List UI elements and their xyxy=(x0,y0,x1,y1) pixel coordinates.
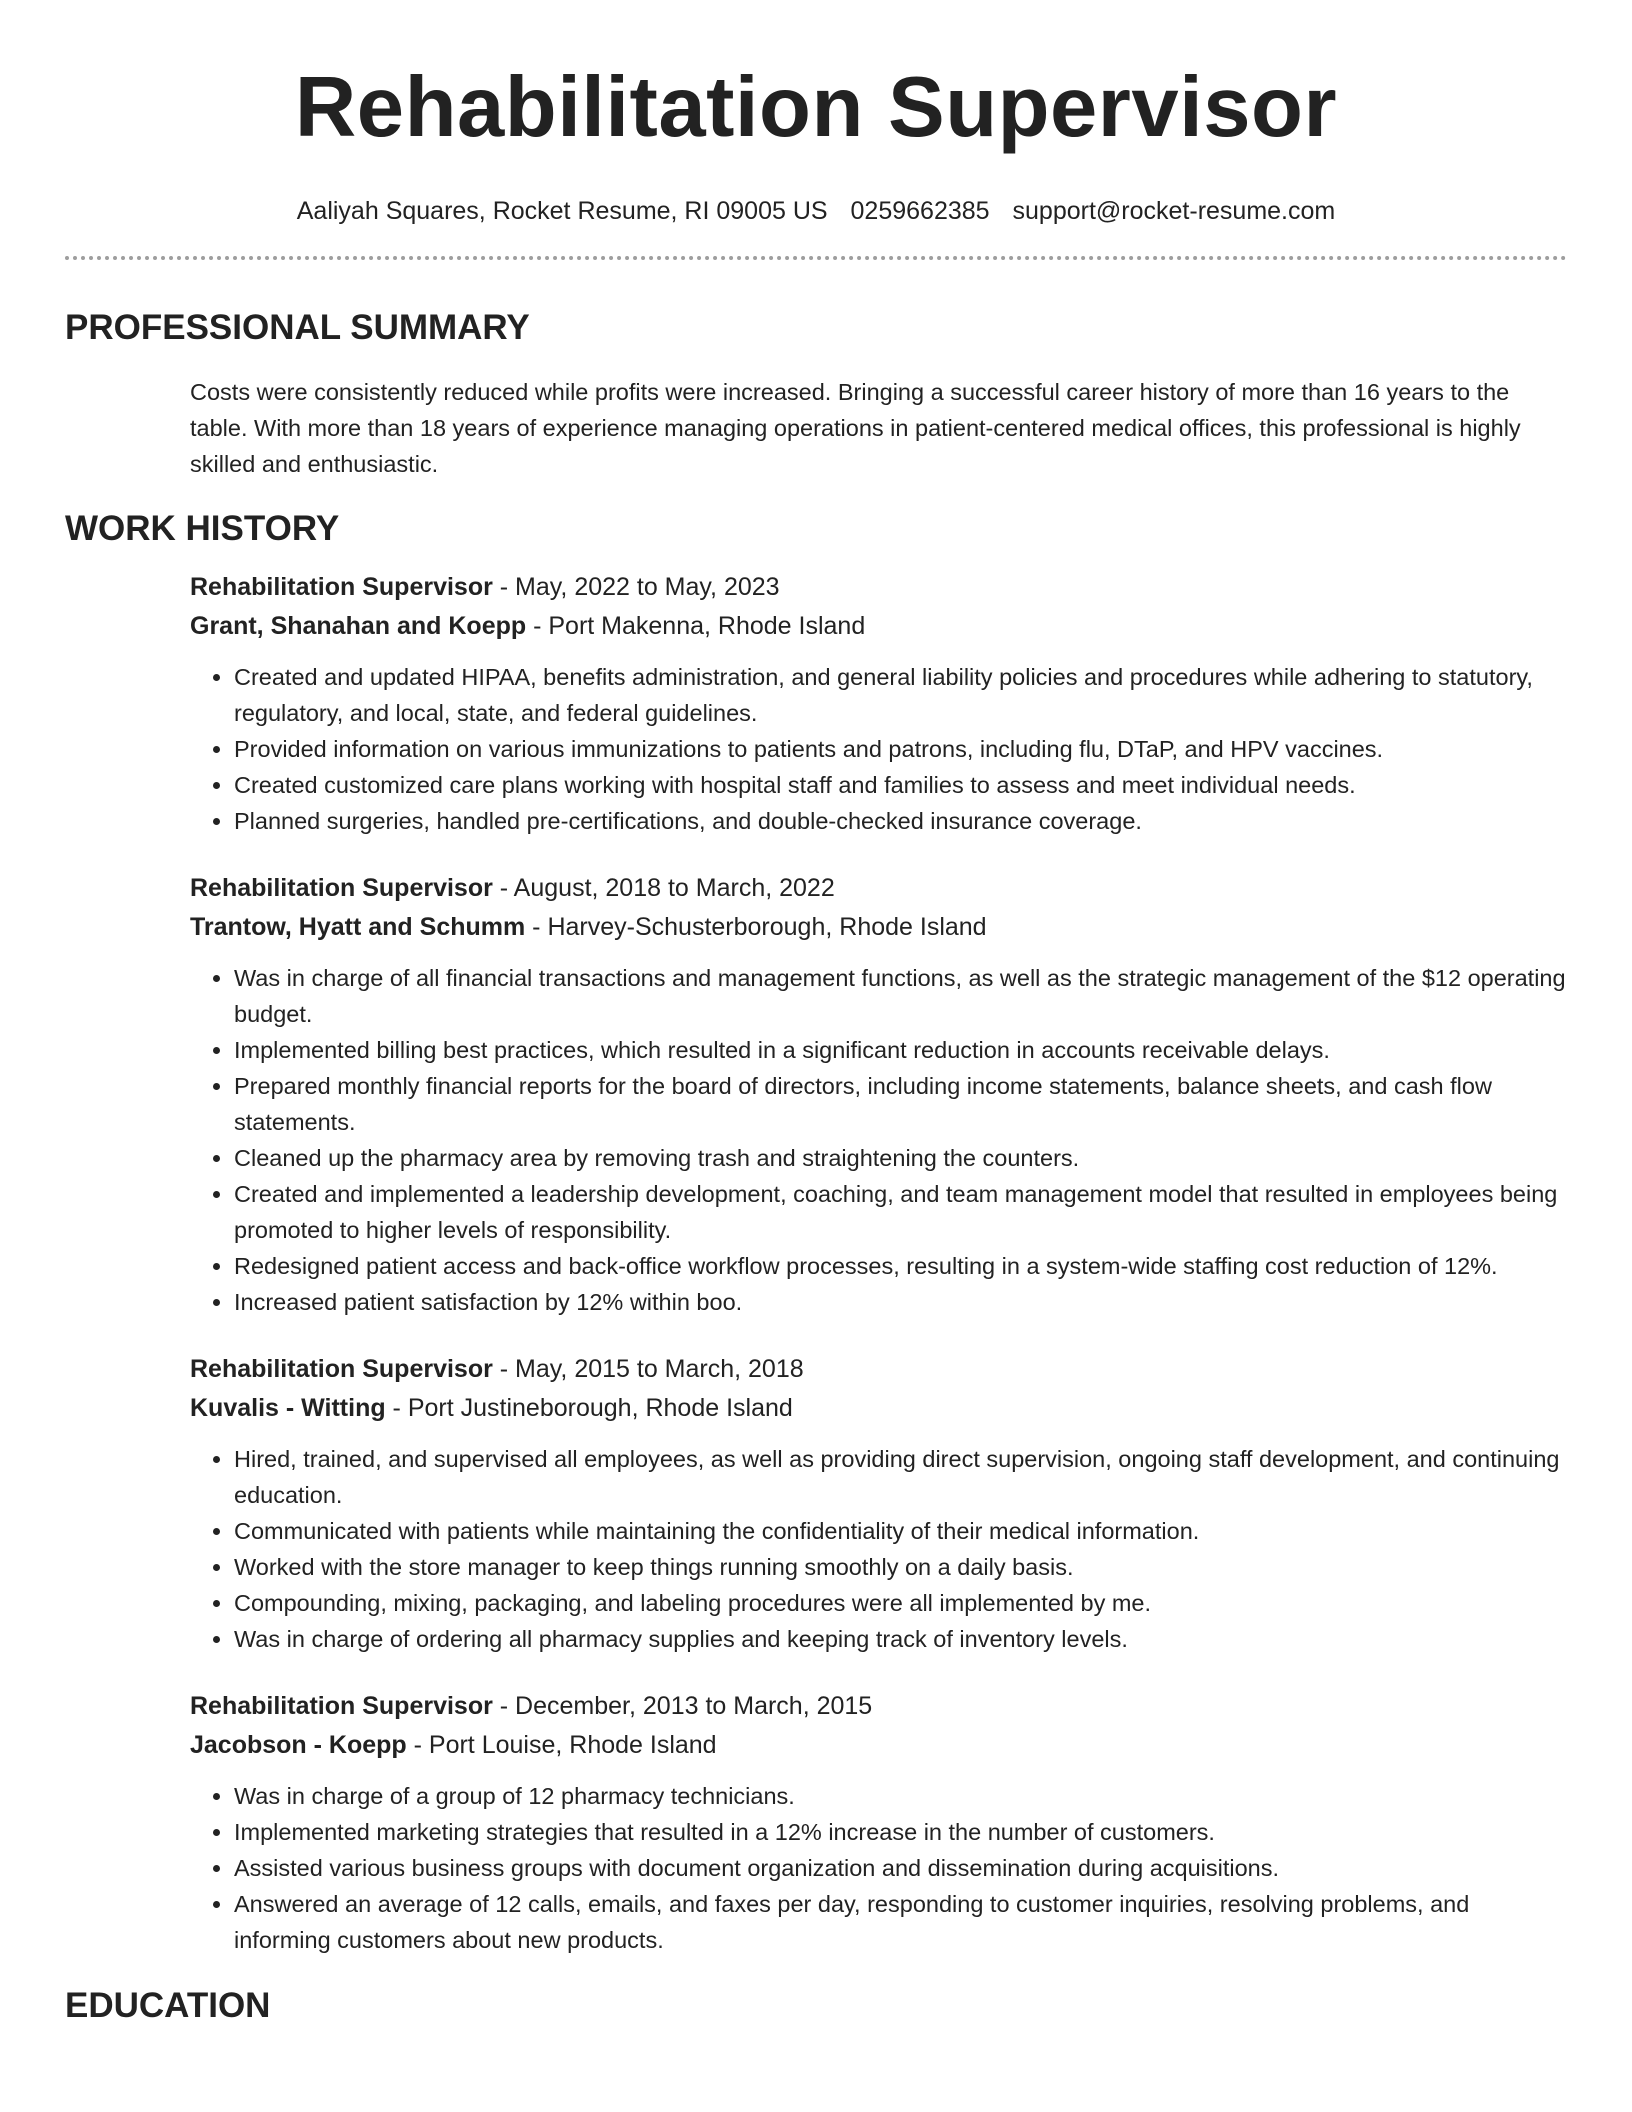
job-bullet: • Communicated with patients while maintaining the confidentiality of their medical information. xyxy=(234,1513,1567,1549)
summary-heading: PROFESSIONAL SUMMARY xyxy=(65,308,530,347)
job-entry xyxy=(190,1350,1567,1657)
contact-line xyxy=(65,196,1567,226)
job-bullet: • Provided information on various immunizations to patients and patrons, including flu, DTaP, and HPV vaccines. xyxy=(234,731,1567,767)
job-bullet: • Created and implemented a leadership development, coaching, and team management model that resulted in employees being promoted to higher levels of responsibility. xyxy=(234,1176,1567,1248)
job-company: Kuvalis - Witting xyxy=(190,1394,386,1422)
job-bullet: • Created customized care plans working with hospital staff and families to assess and meet individual needs. xyxy=(234,767,1567,803)
job-entry xyxy=(190,568,1567,839)
job-company: Trantow, Hyatt and Schumm xyxy=(190,913,526,941)
job-role: Rehabilitation Supervisor xyxy=(190,1692,493,1720)
job-role: Rehabilitation Supervisor xyxy=(190,874,493,902)
job-bullet: • Planned surgeries, handled pre-certifications, and double-checked insurance coverage. xyxy=(234,803,1567,839)
job-location: - Port Makenna, Rhode Island xyxy=(526,612,866,640)
job-dates: - May, 2022 to May, 2023 xyxy=(492,573,780,601)
contact-email: support@rocket-resume.com xyxy=(1012,197,1336,225)
job-bullets xyxy=(190,960,1567,1320)
job-bullet: • Compounding, mixing, packaging, and labeling procedures were all implemented by me. xyxy=(234,1585,1567,1621)
summary-text: Costs were consistently reduced while profits were increased. Bringing a successful career history of more than 16 years to the table. With more than 18 years of experience managing operations in patient-centered medical offices, this professional is highly skilled and enthusiastic. xyxy=(190,379,1521,477)
job-bullet: • Created and updated HIPAA, benefits administration, and general liability policies and procedures while adhering to statutory, regulatory, and local, state, and federal guidelines. xyxy=(234,659,1567,731)
job-bullet: • Was in charge of a group of 12 pharmacy technicians. xyxy=(234,1778,1567,1814)
job-bullets xyxy=(190,659,1567,839)
job-bullet: • Prepared monthly financial reports for the board of directors, including income statements, balance sheets, and cash flow statements. xyxy=(234,1068,1567,1140)
job-company: Jacobson - Koepp xyxy=(190,1731,407,1759)
job-role: Rehabilitation Supervisor xyxy=(190,573,493,601)
job-bullet: • Assisted various business groups with document organization and dissemination during acquisitions. xyxy=(234,1850,1567,1886)
job-company-line xyxy=(190,607,1567,646)
job-entry xyxy=(190,1687,1567,1958)
job-bullet: • Was in charge of ordering all pharmacy supplies and keeping track of inventory levels. xyxy=(234,1621,1567,1657)
job-bullets xyxy=(190,1778,1567,1958)
job-company-line xyxy=(190,1389,1567,1428)
job-title-line xyxy=(190,1687,1567,1726)
job-title-line xyxy=(190,1350,1567,1389)
job-bullet: • Worked with the store manager to keep things running smoothly on a daily basis. xyxy=(234,1549,1567,1585)
job-location: - Port Louise, Rhode Island xyxy=(406,1731,717,1759)
job-dates: - August, 2018 to March, 2022 xyxy=(492,874,835,902)
job-company-line xyxy=(190,908,1567,947)
job-entry xyxy=(190,869,1567,1320)
job-bullet: • Hired, trained, and supervised all employees, as well as providing direct supervision, ongoing staff development, and continuing education. xyxy=(234,1441,1567,1513)
job-bullet: • Implemented marketing strategies that resulted in a 12% increase in the number of customers. xyxy=(234,1814,1567,1850)
contact-phone: 0259662385 xyxy=(850,197,990,225)
job-company-line xyxy=(190,1726,1567,1765)
job-company: Grant, Shanahan and Koepp xyxy=(190,612,527,640)
job-location: - Port Justineborough, Rhode Island xyxy=(385,1394,793,1422)
job-title-line xyxy=(190,568,1567,607)
job-bullets xyxy=(190,1441,1567,1657)
job-title-line xyxy=(190,869,1567,908)
job-dates: - December, 2013 to March, 2015 xyxy=(492,1692,873,1720)
work-history-list xyxy=(190,568,1567,1958)
job-bullet: • Cleaned up the pharmacy area by removing trash and straightening the counters. xyxy=(234,1140,1567,1176)
education-heading: EDUCATION xyxy=(65,1986,271,2025)
job-dates: - May, 2015 to March, 2018 xyxy=(492,1355,804,1383)
contact-address: Aaliyah Squares, Rocket Resume, RI 09005 US xyxy=(296,197,828,225)
job-bullet: • Increased patient satisfaction by 12% within boo. xyxy=(234,1284,1567,1320)
job-bullet: • Was in charge of all financial transactions and management functions, as well as the strategic management of the $12 operating budget. xyxy=(234,960,1567,1032)
job-bullet: • Answered an average of 12 calls, emails, and faxes per day, responding to customer inquiries, resolving problems, and informing customers about new products. xyxy=(234,1886,1567,1958)
resume-name: Rehabilitation Supervisor xyxy=(294,60,1338,155)
work-history-heading: WORK HISTORY xyxy=(65,509,340,548)
job-location: - Harvey-Schusterborough, Rhode Island xyxy=(525,913,987,941)
job-bullet: • Implemented billing best practices, which resulted in a significant reduction in accounts receivable delays. xyxy=(234,1032,1567,1068)
job-bullet: • Redesigned patient access and back-office workflow processes, resulting in a system-wide staffing cost reduction of 12%. xyxy=(234,1248,1567,1284)
job-role: Rehabilitation Supervisor xyxy=(190,1355,493,1383)
header-divider xyxy=(65,256,1567,260)
